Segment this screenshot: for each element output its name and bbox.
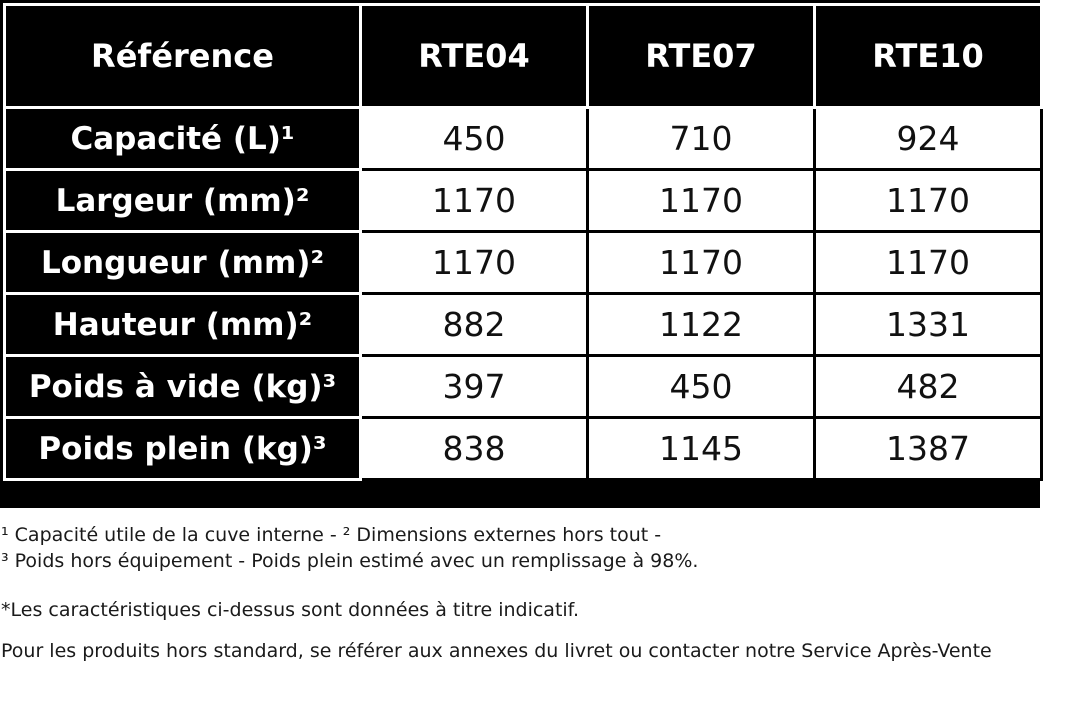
footnotes [1, 522, 1061, 664]
table-cell: 1170 [361, 170, 588, 232]
table-row [5, 356, 1042, 418]
table-cell: 450 [588, 356, 815, 418]
table-cell: 1170 [815, 232, 1042, 294]
table-cell: 1122 [588, 294, 815, 356]
table-row [5, 294, 1042, 356]
table-cell: 450 [361, 108, 588, 170]
row-label-largeur: Largeur (mm)² [5, 170, 361, 232]
header-rte04: RTE04 [361, 5, 588, 108]
table-cell: 482 [815, 356, 1042, 418]
table-cell: 1387 [815, 418, 1042, 480]
table-cell: 397 [361, 356, 588, 418]
table-cell: 1170 [588, 232, 815, 294]
table-cell: 1170 [815, 170, 1042, 232]
table-cell: 924 [815, 108, 1042, 170]
table-cell: 1331 [815, 294, 1042, 356]
table-cell: 1145 [588, 418, 815, 480]
row-label-poids-vide: Poids à vide (kg)³ [5, 356, 361, 418]
disclaimer-text: *Les caractéristiques ci-dessus sont données à titre indicatif. [1, 599, 580, 621]
non-standard-note: Pour les produits hors standard, se référer aux annexes du livret ou contacter notre Service Après-Vente [1, 640, 992, 662]
specifications-table [3, 3, 1043, 481]
table-cell: 1170 [361, 232, 588, 294]
table-row [5, 170, 1042, 232]
table-cell: 838 [361, 418, 588, 480]
table-header-row [5, 5, 1042, 108]
row-label-hauteur: Hauteur (mm)² [5, 294, 361, 356]
table-cell: 882 [361, 294, 588, 356]
table-row [5, 418, 1042, 480]
header-reference: Référence [5, 5, 361, 108]
table-cell: 710 [588, 108, 815, 170]
row-label-capacite: Capacité (L)¹ [5, 108, 361, 170]
row-label-poids-plein: Poids plein (kg)³ [5, 418, 361, 480]
header-rte10: RTE10 [815, 5, 1042, 108]
table-row [5, 108, 1042, 170]
footnote-weight: ³ Poids hors équipement - Poids plein estimé avec un remplissage à 98%. [1, 550, 699, 572]
row-label-longueur: Longueur (mm)² [5, 232, 361, 294]
header-rte07: RTE07 [588, 5, 815, 108]
table-cell: 1170 [588, 170, 815, 232]
footnote-capacity-dimensions: ¹ Capacité utile de la cuve interne - ² Dimensions externes hors tout - [1, 524, 662, 546]
table-row [5, 232, 1042, 294]
